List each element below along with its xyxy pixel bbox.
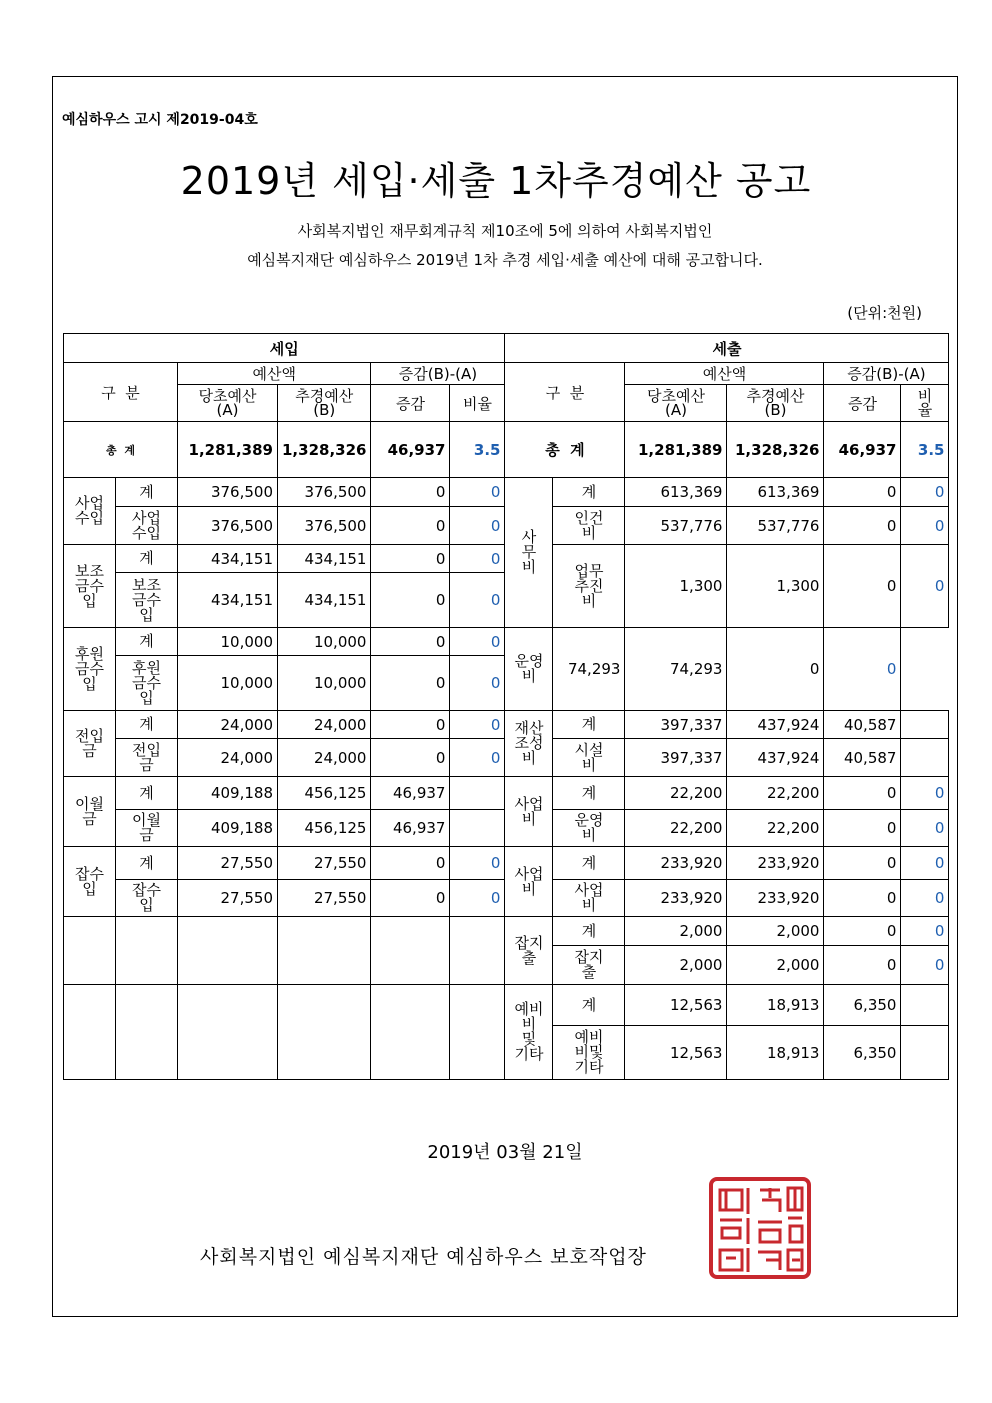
expense-ratio-value: 0 <box>901 810 949 847</box>
page-title: 2019년 세입·세출 1차추경예산 공고 <box>180 159 812 203</box>
revenue-item-label <box>116 810 178 847</box>
table-row <box>64 628 949 656</box>
expense-group-label <box>505 847 553 917</box>
expense-change-value: 6,350 <box>824 985 901 1026</box>
table-row <box>64 777 949 810</box>
cell-label-line: 계 <box>139 783 154 802</box>
revenue-original-value: 24,000 <box>178 711 278 739</box>
cell-label-line: 금 <box>82 741 97 760</box>
revenue-category-header: 구 분 <box>64 363 178 422</box>
revenue-group-label <box>64 711 116 777</box>
revenue-ratio-value <box>450 810 505 847</box>
cell-label-line: 비 <box>521 809 537 828</box>
expense-revised-value: 613,369 <box>727 478 824 507</box>
revenue-item-label <box>116 711 178 739</box>
revenue-item-label <box>116 656 178 711</box>
expense-original-value: 397,337 <box>625 739 727 777</box>
expense-group-label <box>505 917 553 985</box>
cell-label-line: 금수 <box>75 659 104 678</box>
table-row <box>64 478 949 507</box>
revenue-empty-cell <box>450 985 505 1080</box>
revenue-original-value: 10,000 <box>178 656 278 711</box>
budget-table <box>63 333 949 1080</box>
expense-ratio-value: 0 <box>901 478 949 507</box>
expense-revised-value: 1,300 <box>727 545 824 628</box>
revenue-change-value: 0 <box>371 573 450 628</box>
expense-item-label <box>553 739 625 777</box>
expense-item-label <box>553 507 625 545</box>
expense-original-value: 537,776 <box>625 507 727 545</box>
revenue-original-value: 10,000 <box>178 628 278 656</box>
cell-label-line: 금수 <box>132 673 161 692</box>
table-row <box>64 917 949 946</box>
expense-section-header: 세출 <box>505 334 949 363</box>
cell-label-line: 잡지 <box>514 933 544 952</box>
revenue-revised-value: 456,125 <box>278 810 371 847</box>
expense-revised-value: 18,913 <box>727 1026 824 1080</box>
expense-change-value: 0 <box>824 847 901 880</box>
revenue-item-label <box>116 478 178 507</box>
expense-original-value: 397,337 <box>625 711 727 739</box>
expense-change-value: 0 <box>727 628 824 711</box>
expense-revised-value: 2,000 <box>727 917 824 946</box>
revenue-original-value: 27,550 <box>178 847 278 880</box>
revenue-revised-value: 10,000 <box>278 656 371 711</box>
expense-change-value: 6,350 <box>824 1026 901 1080</box>
cell-label-line: 전입 <box>132 740 161 759</box>
cell-label-line: 보조 <box>75 561 104 580</box>
revenue-revised-value: 10,000 <box>278 628 371 656</box>
cell-label-line: 사업 <box>574 881 604 899</box>
cell-label-line: 사업 <box>514 794 544 813</box>
revenue-item-label <box>116 777 178 810</box>
revenue-item-label <box>116 739 178 777</box>
expense-total-revised: 1,328,326 <box>727 422 824 478</box>
revenue-original-value: 409,188 <box>178 810 278 847</box>
expense-item-label <box>553 917 625 946</box>
expense-total-original: 1,281,389 <box>625 422 727 478</box>
expense-revised-value: 233,920 <box>727 847 824 880</box>
header-row-sections <box>64 334 949 363</box>
expense-original-value: 233,920 <box>625 847 727 880</box>
revenue-budget-header: 예산액 <box>178 363 371 385</box>
revenue-group-label <box>64 847 116 917</box>
revenue-change-value: 0 <box>371 711 450 739</box>
revenue-change-header: 증감 <box>371 385 450 422</box>
expense-revised-value: 74,293 <box>625 628 727 711</box>
cell-label-line: 이월 <box>132 811 161 829</box>
expense-revised-value: 22,200 <box>727 810 824 847</box>
revenue-item-label <box>116 628 178 656</box>
revenue-revised-value: 24,000 <box>278 739 371 777</box>
expense-revised-value: 437,924 <box>727 711 824 739</box>
cell-label-line: 기타 <box>514 1045 544 1063</box>
revenue-group-label <box>64 545 116 628</box>
header-text: 율 <box>917 401 933 419</box>
cell-label-line: 금수 <box>75 576 104 595</box>
cell-label-line: 잡수 <box>75 864 104 883</box>
expense-item-label <box>553 711 625 739</box>
cell-label-line: 계 <box>581 783 597 802</box>
table-row <box>64 985 949 1026</box>
expense-item-label <box>553 946 625 985</box>
cell-label-line: 비 <box>581 755 597 774</box>
expense-ratio-value <box>901 985 949 1026</box>
revenue-total-revised: 1,328,326 <box>278 422 371 478</box>
cell-label-line: 비 <box>521 1015 537 1033</box>
revenue-total-label: 총 계 <box>64 422 178 478</box>
revenue-original-value: 434,151 <box>178 573 278 628</box>
unit-label: (단위:천원) <box>847 304 922 322</box>
expense-ratio-value <box>901 711 949 739</box>
expense-revised-value: 22,200 <box>727 777 824 810</box>
cell-label-line: 계 <box>581 921 597 940</box>
cell-label-line: 출 <box>521 948 537 967</box>
revenue-revised-value: 376,500 <box>278 478 371 507</box>
expense-category-header: 구 분 <box>505 363 625 422</box>
cell-label-line: 비 <box>521 749 537 767</box>
table-row <box>64 711 949 739</box>
seal-glyphs <box>720 1188 802 1272</box>
header-text: 비 <box>917 387 933 405</box>
expense-ratio-value <box>901 739 949 777</box>
revenue-original-value: 27,550 <box>178 880 278 917</box>
cell-label-line: 입 <box>139 896 154 914</box>
cell-label-line: 비 <box>521 879 537 898</box>
revenue-item-label <box>116 507 178 545</box>
cell-label-line: 수입 <box>132 523 161 542</box>
revenue-empty-cell <box>371 917 450 985</box>
expense-change-value: 40,587 <box>824 739 901 777</box>
revenue-revised-value: 434,151 <box>278 545 371 573</box>
expense-change-value: 0 <box>824 917 901 946</box>
cell-label-line: 수입 <box>75 509 104 527</box>
cell-label-line: 시설 <box>574 740 604 759</box>
expense-item-label <box>553 985 625 1026</box>
cell-label-line: 업무 <box>574 561 604 580</box>
revenue-revised-value: 434,151 <box>278 573 371 628</box>
cell-label-line: 비 <box>581 591 597 610</box>
cell-label-line: 입 <box>82 591 97 610</box>
expense-original-value: 12,563 <box>625 985 727 1026</box>
revenue-change-value: 46,937 <box>371 777 450 810</box>
revenue-empty-cell <box>278 917 371 985</box>
notice-date: 2019년 03월 21일 <box>427 1142 583 1163</box>
cell-label-line: 예비 <box>574 1028 604 1046</box>
expense-total-ratio: 3.5 <box>901 422 949 478</box>
expense-group-label <box>505 478 553 628</box>
expense-change-value: 0 <box>824 507 901 545</box>
expense-ratio-header <box>901 385 949 422</box>
cell-label-line: 입 <box>82 674 97 693</box>
table-row <box>64 847 949 880</box>
cell-label-line: 이월 <box>75 794 104 813</box>
cell-label-line: 사업 <box>132 508 161 527</box>
revenue-original-value: 434,151 <box>178 545 278 573</box>
expense-total-change: 46,937 <box>824 422 901 478</box>
cell-label-line: 금 <box>139 755 154 774</box>
revenue-item-label <box>116 880 178 917</box>
header-text: 추경예산 <box>295 387 354 405</box>
cell-label-line: 예비 <box>514 1000 544 1018</box>
cell-label-line: 사업 <box>514 864 544 883</box>
cell-label-line: 조성 <box>514 734 544 752</box>
revenue-original-value: 376,500 <box>178 507 278 545</box>
expense-change-value: 40,587 <box>824 711 901 739</box>
cell-label-line: 운영 <box>574 811 604 829</box>
cell-label-line: 비 <box>521 558 537 576</box>
revenue-change-value: 0 <box>371 628 450 656</box>
expense-change-value: 0 <box>824 478 901 507</box>
revenue-ratio-value: 0 <box>450 739 505 777</box>
revenue-empty-cell <box>64 917 116 985</box>
revenue-section-header: 세입 <box>64 334 505 363</box>
header-text: (A) <box>216 401 239 419</box>
revenue-original-value: 409,188 <box>178 777 278 810</box>
intro-line-1: 사회복지법인 재무회계규칙 제10조에 5에 의하여 사회복지법인 <box>297 222 713 240</box>
expense-item-label <box>553 777 625 810</box>
revenue-total-original: 1,281,389 <box>178 422 278 478</box>
revenue-revised-value: 27,550 <box>278 880 371 917</box>
cell-label-line: 무 <box>521 543 537 561</box>
revenue-change-value: 0 <box>371 656 450 711</box>
expense-ratio-value: 0 <box>901 946 949 985</box>
expense-original-value: 2,000 <box>625 917 727 946</box>
cell-label-line: 비 <box>581 826 597 844</box>
expense-item-label <box>553 880 625 917</box>
expense-original-value: 1,300 <box>625 545 727 628</box>
expense-item-label <box>553 810 625 847</box>
revenue-group-label <box>64 777 116 847</box>
cell-label-line: 비 <box>581 896 597 914</box>
cell-label-line: 비및 <box>574 1043 604 1061</box>
expense-revised-value: 437,924 <box>727 739 824 777</box>
header-text: 추경예산 <box>746 387 805 405</box>
revenue-empty-cell <box>64 985 116 1080</box>
expense-item-label <box>553 545 625 628</box>
expense-total-label: 총 계 <box>505 422 625 478</box>
cell-label-line: 재산 <box>514 719 544 737</box>
cell-label-line: 사업 <box>75 494 104 512</box>
revenue-empty-cell <box>178 985 278 1080</box>
revenue-revised-header <box>278 385 371 422</box>
revenue-original-value: 24,000 <box>178 739 278 777</box>
cell-label-line: 인건 <box>574 508 604 527</box>
cell-label-line: 입 <box>139 605 154 624</box>
revenue-total-ratio: 3.5 <box>450 422 505 478</box>
revenue-ratio-value: 0 <box>450 711 505 739</box>
cell-label-line: 출 <box>581 963 597 981</box>
revenue-ratio-value: 0 <box>450 847 505 880</box>
revenue-original-header <box>178 385 278 422</box>
revenue-empty-cell <box>278 985 371 1080</box>
revenue-ratio-value: 0 <box>450 573 505 628</box>
expense-revised-value: 233,920 <box>727 880 824 917</box>
official-seal <box>708 1176 812 1280</box>
expense-revised-value: 2,000 <box>727 946 824 985</box>
revenue-total-change: 46,937 <box>371 422 450 478</box>
cell-label-line: 계 <box>139 715 154 733</box>
revenue-group-label <box>64 628 116 711</box>
revenue-ratio-value: 0 <box>450 656 505 711</box>
revenue-empty-cell <box>116 985 178 1080</box>
expense-original-value: 2,000 <box>625 946 727 985</box>
expense-revised-value: 18,913 <box>727 985 824 1026</box>
revenue-change-value: 0 <box>371 507 450 545</box>
header-text: (B) <box>764 401 787 419</box>
expense-ratio-value: 0 <box>901 847 949 880</box>
revenue-empty-cell <box>371 985 450 1080</box>
expense-ratio-value: 0 <box>901 880 949 917</box>
cell-label-line: 계 <box>139 482 154 501</box>
expense-revised-value: 537,776 <box>727 507 824 545</box>
expense-budget-header: 예산액 <box>625 363 824 385</box>
expense-group-label <box>505 985 553 1080</box>
cell-label-line: 계 <box>581 715 597 733</box>
header-row-groups <box>64 363 949 385</box>
cell-label-line: 입 <box>82 879 97 898</box>
expense-item-label <box>553 1026 625 1080</box>
expense-original-value: 12,563 <box>625 1026 727 1080</box>
cell-label-line: 보조 <box>132 575 161 594</box>
revenue-ratio-value: 0 <box>450 545 505 573</box>
revenue-item-label <box>116 847 178 880</box>
expense-item-label <box>505 628 553 711</box>
revenue-change-value: 0 <box>371 847 450 880</box>
expense-ratio-value: 0 <box>824 628 901 711</box>
header-text: 당초예산 <box>198 387 257 405</box>
revenue-revised-value: 27,550 <box>278 847 371 880</box>
cell-label-line: 계 <box>139 632 154 650</box>
expense-change-group-header: 증감(B)-(A) <box>824 363 949 385</box>
cell-label-line: 사 <box>521 528 537 546</box>
expense-change-value: 0 <box>824 777 901 810</box>
cell-label-line: 후원 <box>132 658 161 677</box>
revenue-empty-cell <box>450 917 505 985</box>
expense-group-label <box>505 711 553 777</box>
revenue-empty-cell <box>116 917 178 985</box>
revenue-revised-value: 24,000 <box>278 711 371 739</box>
notice-number: 예심하우스 고시 제2019-04호 <box>62 112 258 128</box>
revenue-revised-value: 376,500 <box>278 507 371 545</box>
cell-label-line: 후원 <box>75 644 104 663</box>
expense-original-header <box>625 385 727 422</box>
expense-ratio-value: 0 <box>901 917 949 946</box>
revenue-change-value: 46,937 <box>371 810 450 847</box>
revenue-change-value: 0 <box>371 545 450 573</box>
revenue-ratio-value: 0 <box>450 880 505 917</box>
revenue-empty-cell <box>178 917 278 985</box>
revenue-ratio-value: 0 <box>450 507 505 545</box>
expense-change-header: 증감 <box>824 385 901 422</box>
expense-item-label <box>553 478 625 507</box>
revenue-ratio-value <box>450 777 505 810</box>
totals-row <box>64 422 949 478</box>
cell-label-line: 계 <box>581 853 597 872</box>
expense-original-value: 613,369 <box>625 478 727 507</box>
cell-label-line: 기타 <box>574 1058 604 1076</box>
revenue-change-value: 0 <box>371 880 450 917</box>
expense-change-value: 0 <box>824 810 901 847</box>
header-text: 당초예산 <box>646 387 705 405</box>
revenue-item-label <box>116 573 178 628</box>
cell-label-line: 잡수 <box>132 881 161 899</box>
expense-original-value: 22,200 <box>625 810 727 847</box>
cell-label-line: 계 <box>581 995 597 1014</box>
revenue-ratio-value: 0 <box>450 628 505 656</box>
cell-label-line: 계 <box>139 853 154 872</box>
cell-label-line: 및 <box>521 1030 537 1048</box>
expense-ratio-value <box>901 1026 949 1080</box>
revenue-ratio-header: 비율 <box>450 385 505 422</box>
expense-group-label <box>505 777 553 847</box>
revenue-ratio-value: 0 <box>450 478 505 507</box>
cell-label-line: 금 <box>139 826 154 844</box>
intro-line-2: 예심복지재단 예심하우스 2019년 1차 추경 세입·세출 예산에 대해 공고합니다. <box>247 251 763 269</box>
cell-label-line: 비 <box>581 523 597 542</box>
revenue-change-value: 0 <box>371 478 450 507</box>
issuer-name: 사회복지법인 예심복지재단 예심하우스 보호작업장 <box>200 1246 647 1268</box>
expense-change-value: 0 <box>824 880 901 917</box>
expense-change-value: 0 <box>824 545 901 628</box>
cell-label-line: 전입 <box>75 726 104 745</box>
cell-label-line: 운영 <box>514 652 544 670</box>
cell-label-line: 입 <box>139 688 154 707</box>
header-text: (A) <box>664 401 687 419</box>
cell-label-line: 계 <box>139 549 154 567</box>
expense-ratio-value: 0 <box>901 507 949 545</box>
expense-change-value: 0 <box>824 946 901 985</box>
cell-label-line: 비 <box>521 667 537 685</box>
expense-item-label <box>553 847 625 880</box>
expense-ratio-value: 0 <box>901 777 949 810</box>
cell-label-line: 계 <box>581 482 597 501</box>
cell-label-line: 금 <box>82 809 97 828</box>
expense-revised-header <box>727 385 824 422</box>
cell-label-line: 추진 <box>574 576 604 595</box>
expense-original-value: 74,293 <box>553 628 625 711</box>
revenue-original-value: 376,500 <box>178 478 278 507</box>
cell-label-line: 잡지 <box>574 948 604 966</box>
revenue-change-group-header: 증감(B)-(A) <box>371 363 505 385</box>
header-text: (B) <box>313 401 336 419</box>
expense-original-value: 233,920 <box>625 880 727 917</box>
revenue-item-label <box>116 545 178 573</box>
revenue-revised-value: 456,125 <box>278 777 371 810</box>
expense-original-value: 22,200 <box>625 777 727 810</box>
expense-ratio-value: 0 <box>901 545 949 628</box>
revenue-change-value: 0 <box>371 739 450 777</box>
revenue-group-label <box>64 478 116 545</box>
cell-label-line: 금수 <box>132 590 161 609</box>
